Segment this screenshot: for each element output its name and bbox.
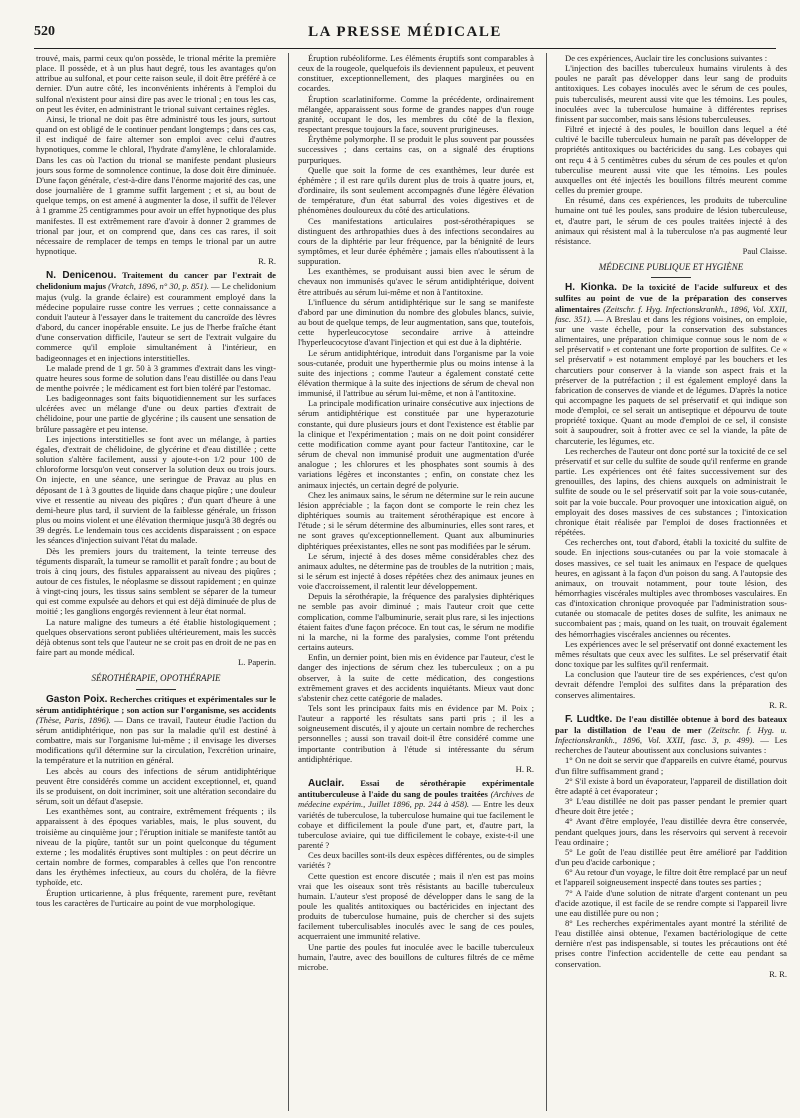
article-title: Recherches critiques et expérimentales sur le sérum antidiphtérique ; son action sur l'organisme, ses accidents bbox=[36, 693, 276, 715]
paragraph: — Dans ce travail, l'auteur étudie l'action du sérum antidiphtérique, non pas sur la maladie qu'il est destiné à combattre, mais sur l'organisme lui-même ; il envisage les diverses modifications qu'il détermine sur la circulation, l'excrétion urinaire, la température et la nutrition en général. bbox=[36, 714, 276, 766]
section-rule bbox=[136, 689, 176, 690]
column-2 bbox=[298, 53, 534, 1111]
column-1 bbox=[36, 53, 276, 1111]
paragraph: Tels sont les principaux faits mis en évidence par M. Poix ; l'auteur a rapporté les résultats sans parti pris ; il les a soigneusement discutés, il y ajoute un certain nombre de recherches personnelles ; aussi son travail doit-il être considéré comme une importante contribution à l'étude si intéressante du sérum antidiphtérique. bbox=[298, 703, 534, 764]
paragraph: Une partie des poules fut inoculée avec le bacille tuberculeux humain, l'autre, avec des bouillons de cultures filtrés de ce même microbe. bbox=[298, 941, 534, 972]
article-heading bbox=[298, 778, 534, 850]
paragraph: Depuis la sérothérapie, la fréquence des paralysies diphtériques ne semble pas avoir diminué ; mais l'auteur croit que cette complication, comme l'albuminurie, serait plus rare, si les injections étaient faites d'une façon précoce. En tout cas, le sérum ne modifie ni la marche, ni la forme des paralysies, comme l'ont prétendu certains auteurs. bbox=[298, 591, 534, 653]
signature: H. R. bbox=[515, 763, 534, 774]
paragraph: Les injections interstitielles se font avec un mélange, à parties égales, d'extrait de chélidoine, de glycérine et d'eau distillée ; cette solution s'altère facilement, aussi y ajoute-t-on 1/2 pour 100 de chloroforme lorsqu'on veut conserver la solution deux ou trois jours. On injecte, en une séance, une seringue de Pravaz au plus en déposant de 1 à 3 gouttes de liquide dans chaque piqûre ; une douleur vive et ressentie au niveau des piqûres ; d'un quart d'heure à une demi-heure plus tard, il survient de la faiblesse générale, un frisson plus ou moins violent et une élévation thermique jusqu'à 38 degrés ou 39 degrés. Le lendemain tous ces accidents disparaissent ; on espace les séances d'injection suivant l'état du malade. bbox=[36, 433, 276, 546]
paragraph: Ces deux bacilles sont-ils deux espèces différentes, ou de simples variétés ? bbox=[298, 850, 534, 871]
article-source: (Thèse, Paris, 1896). bbox=[36, 714, 111, 725]
paragraph: Le sérum, injecté à des doses même considérables chez des animaux adultes, ne détermine pas de troubles de la nutrition ; mais, si le sérum est injecté à doses répétées chez des animaux jeunes en voie d'accroissement, il ralentit leur développement. bbox=[298, 550, 534, 592]
article-source: (Archives de médecine expérim., Juillet 1896, pp. 244 à 458). bbox=[298, 789, 534, 810]
paragraph: L'injection des bacilles tuberculeux humains virulents à des poules ne paraît pas développer dans leur sang de produits antitoxiques. Les cobayes inoculés avec le sérum de ces poules, puis tuberculisés, meurent aussi vite que les témoins. Les poules, inoculées avec la tuberculose humaine à différentes reprises finissent par succomber, mais sans lésions tuberculeuses. bbox=[555, 63, 787, 124]
signature: Paul Claisse. bbox=[742, 245, 787, 256]
paragraph: Éruption urticarienne, à plus fréquente, rarement pure, revêtant tous les caractères de l'urticaire au point de vue morphologique. bbox=[36, 887, 276, 908]
page-header bbox=[34, 24, 776, 44]
paragraph: 4° Avant d'être employée, l'eau distillée devra être conservée, pendant quelques jours, dans les réservoirs qui servent à recevoir l'eau ordinaire ; bbox=[555, 816, 787, 847]
signature: R. R. bbox=[258, 256, 276, 267]
paragraph: Filtré et injecté à des poules, le bouillon dans lequel a été cultivé le bacille tuberculeux humain ne paraît pas développer de propriétés antitoxiques ou bactéricides du sang. Les cobayes qui ont reçu 4 à 5 centimètres cubes du sérum de ces poules et qu'on tuberculise meurent aussi vite que les témoins. Les poules auxquelles ont été injectés les bouillons filtrés meurent comme celles du premier groupe. bbox=[555, 124, 787, 196]
paragraph: Éruption scarlatiniforme. Comme la précédente, ordinairement mélangée, apparaissent sous forme de grandes nappes d'un rouge granité, occupant le dos, les membres du côté de la flexion, respectant presque toujours la face, souvent prurigineuses. bbox=[298, 93, 534, 135]
paragraph: De ces expériences, Auclair tire les conclusions suivantes : bbox=[565, 53, 768, 63]
article-title: Traitement du cancer par l'extrait de chelidonium majus bbox=[36, 270, 276, 292]
article-title: De la toxicité de l'acide sulfureux et des sulfites au point de vue de la préparation des conserves alimentaires bbox=[555, 282, 787, 314]
paragraph: Enfin, un dernier point, bien mis en évidence par l'auteur, c'est le danger des injections de sérum chez les tuberculeux ; on a pu observer, à la suite de cette médication, des congestions extrêmement graves et des accidents inquiétants. Mieux vaut donc s'abstenir chez cette catégorie de malades. bbox=[298, 652, 534, 703]
section-rule bbox=[651, 277, 691, 278]
paragraph: 1° On ne doit se servir que d'appareils en cuivre étamé, pourvus d'un filtre suffisamment grand ; bbox=[555, 755, 787, 776]
paragraph: La principale modification urinaire consécutive aux injections de sérum antidiphtérique est constituée par une hyperazoturie constante, qui dure plusieurs jours et dont l'existence est établie par la clinique et l'expérimentation ; mais on ne doit point considérer cette modification comme ayant pour facteur l'antitoxine, car le sérum de cheval non immunisé produit une augmentation d'urée analogue ; les chlorures et les phosphates sont soumis à des variations légères et inconstantes ; enfin, on constate chez les animaux injectés, un certain degré de polyurie. bbox=[298, 398, 534, 490]
paragraph: 8° Les recherches expérimentales ayant montré la stérilité de l'eau distillée ainsi obtenue, l'examen bactériologique de cette dernière n'est pas indispensable, si toutes les précautions ont été prises contre l'infection accidentelle de cette eau pendant sa conservation. bbox=[555, 917, 787, 969]
article-heading bbox=[36, 270, 276, 362]
paragraph: — Entre les deux variétés de tuberculose, la tuberculose humaine qui tue facilement le cobaye et difficilement la poule d'une part, et, d'autre part, la tuberculose aviaire, qui tue difficilement le cobaye, existe-t-il une parenté ? bbox=[298, 799, 534, 851]
paragraph: Ces manifestations articulaires post-sérothérapiques se distinguent des arthropathies dues à des infections secondaires au cours de la diphtérie par leur fréquence, par la bénignité de leurs symptômes, et leur durée éphémère ; jamais elles n'aboutissent à la suppuration. bbox=[298, 215, 534, 267]
paragraph: Ces recherches ont, tout d'abord, établi la toxicité du sulfite de soude. En injections sous-cutanées ou par la voie stomacale à doses massives, ce sel tuait les animaux en l'espace de quelques heures, en agissant à la façon d'un poison du sang. A l'autopsie des animaux, on trouvait notamment, pour toute lésion, des hémorrhagies viscérales multiples avec thromboses vasculaires. En cas d'intoxication chronique provoquée par l'administration sous-cutanée ou stomacale de petites doses de sulfite, les animaux ne succombaient pas ; mais, quand on les tuait, on trouvait également des hémorrhagies viscérales anciennes ou récentes. bbox=[555, 537, 787, 639]
paragraph: Les expériences avec le sel préservatif ont donné exactement les mêmes résultats que ceux avec les sulfites. Le sel préservatif était donc toxique par les sulfites qu'il renfermait. bbox=[555, 638, 787, 670]
paragraph: La nature maligne des tumeurs a été établie histologiquement ; quelques observations seront publiées ultérieurement, mais les succès déjà obtenus sont tels que l'auteur ne se croit pas en droit de ne pas en faire part au monde médical. bbox=[36, 616, 276, 658]
paragraph: Le malade prend de 1 gr. 50 à 3 grammes d'extrait dans les vingt-quatre heures sous forme de solution dans l'eau distillée ou dans l'eau de menthe poivrée ; le médicament est fort bien toléré par l'estomac. bbox=[36, 362, 276, 393]
article-author: Auclair. bbox=[308, 778, 345, 790]
paragraph: 5° Le goût de l'eau distillée peut être amélioré par l'addition d'un peu d'acide carbonique ; bbox=[555, 846, 787, 868]
paragraph: Les exanthèmes, se produisant aussi bien avec le sérum de chevaux non immunisés qu'avec le sérum antidiphtérique, doivent être attribués au sérum lui-même et non à l'antitoxine. bbox=[298, 266, 534, 297]
paragraph: Chez les animaux sains, le sérum ne détermine sur le rein aucune lésion appréciable ; la façon dont se comporte le rein chez les diphtériques soumis au traitement sérothérapique est encore à l'étude ; si le sérum détermine des albuminuries, elles sont rares, et ne sont graves qu'exceptionnellement. Quant aux albuminuries diphtériques préexistantes, elles ne sont pas modifiées par le sérum. bbox=[298, 489, 534, 551]
paragraph: — Les recherches de l'auteur aboutissent aux conclusions suivantes : bbox=[555, 735, 787, 756]
signature: L. Paperin. bbox=[238, 657, 276, 668]
paragraph: L'influence du sérum antidiphtérique sur le sang se manifeste d'abord par une diminution du nombre des globules blancs, suivie, au bout de quelque temps, de leur augmentation, sans que, toutefois, cette hyperleucocytose secondaire arrive à atteindre l'hyperleucocytose d'avant l'injection et qui est due à la diphtérie. bbox=[298, 296, 534, 348]
paragraph: Dès les premiers jours du traitement, la teinte terreuse des téguments disparaît, la tumeur se ramollit et paraît fondre ; au bout de trois à cinq jours, des fistules apparaissent au niveau des piqûres ; autour de ces fistules, le néoplasme se dissout rapidement ; en quinze à vingt-cinq jours, les tissus sains semblent se séparer de la tumeur qui est comme expulsée au dehors et qui est déjà diminuée de plus de moitié ; les ganglions engorgés reviennent à leur état normal. bbox=[36, 545, 276, 617]
article-heading bbox=[555, 714, 787, 756]
paragraph: Les badigeonnages sont faits biquotidiennement sur les surfaces ulcérées avec un mélange d'une ou deux parties d'extrait de chélidoine, pour une partie de glycérine ; ils causent une sensation de brûlure passagère et peu intense. bbox=[36, 393, 276, 434]
paragraph: En résumé, dans ces expériences, les produits de tuberculine humaine ont tué les poules, sans produire de lésion tuberculeuse, et, d'autre part, le sérum de ces poules traitées injecté à des animaux qui résistent mal à la tuberculose n'a pas augmenté leur résistance. bbox=[555, 195, 787, 246]
paragraph: Les exanthèmes sont, au contraire, extrêmement fréquents ; ils apparaissent à des époques variables, mais, le plus souvent, du troisième au cinquième jour ; l'éruption initiale se manifeste tantôt au niveau de la piqûre, tantôt sur un point quelconque du tégument externe ; les modalités éruptives sont multiples : on peut décrire un certain nombre de formes, comparables à celles que l'on rencontre dans les érythèmes infectieux, au cours du choléra, de la fièvre typhoïde, etc. bbox=[36, 806, 276, 888]
article-title: Essai de sérothérapie expérimentale antituberculeuse à l'aide du sang de poules traitées bbox=[298, 778, 534, 800]
paragraph: 2° S'il existe à bord un évaporateur, l'appareil de distillation doit être adapté à cet évaporateur ; bbox=[555, 775, 787, 796]
paragraph: 3° L'eau distillée ne doit pas passer pendant le premier quart d'heure doit être jetée ; bbox=[555, 796, 787, 817]
signature: R. R. bbox=[769, 968, 787, 979]
paragraph: Les recherches de l'auteur ont donc porté sur la toxicité de ce sel préservatif et sur celle du sulfite de soude qu'il renferme en grande partie. Les expériences ont été faites successivement sur des grenouilles, des lapins, des chiens auxquels on administrait le sulfite de soude ou le sel préservatif soit par la voie sous-cutanée, soit par la voie buccale. Pour provoquer une intoxication aiguë, on employait des doses massives de ces substances ; l'intoxication chronique était réalisée par l'emploi de doses fractionnées et répétées. bbox=[555, 445, 787, 538]
journal-title: LA PRESSE MÉDICALE bbox=[308, 24, 502, 40]
column-separator bbox=[288, 53, 289, 1111]
article-author: H. Kionka. bbox=[565, 282, 617, 294]
article-author: N. Denicenou. bbox=[46, 270, 117, 282]
paragraph: Le sérum antidiphtérique, introduit dans l'organisme par la voie sous-cutanée, produit une hyperthermie plus ou moins intense à la suite des injections ; comme l'auteur a également constaté cette élévation thermique à la suite des injections de sérum de cheval non immunisé, il l'attribue au sérum lui-même, et non à l'antitoxine. bbox=[298, 347, 534, 399]
article-source: (Zeitschr. f. Hyg. u. Infectionskrankh., 1896, Vol. XXII, fasc. 3, p. 499). bbox=[555, 725, 787, 746]
paragraph: Ainsi, le trional ne doit pas être administré tous les jours, surtout quand on est obligé de le continuer pendant longtemps ; dans ces cas, il est indiqué de faire alterner son emploi avec celui d'autres hypnotiques, comme le chloral, l'hydrate d'amylène, le chloralamide. Dans les cas où l'action du trional se manifeste pendant plusieurs jours sous forme de somnolence continue, la dose doit être diminuée. D'une façon générale, c'est-à-dire dans l'énorme majorité des cas, une dose journalière de 1 gramme suffit largement ; et si, au bout de quelque temps, on est amené à augmenter la dose, il suffit de l'élever à 1 gramme 25 centigrammes pour avoir un effet hypnotique des plus manifestes. Il est extrêmement rare d'avoir à donner 2 grammes de trional par jour, et on comprend que, dans ces cas rares, il soit nécessaire de remplacer de temps en temps le trional par un autre hypnotique. bbox=[36, 113, 276, 256]
article-source: (Vratch, 1896, n° 30, p. 851). bbox=[108, 281, 209, 292]
column-separator bbox=[546, 53, 547, 1111]
article-source: (Zeitschr. f. Hyg. Infectionskrankh., 1896, Vol. XXII, fasc. 351). bbox=[555, 303, 787, 324]
page-number: 520 bbox=[34, 24, 55, 39]
column-3 bbox=[555, 53, 787, 1111]
paragraph: Érythème polymorphe. Il se produit le plus souvent par poussées successives ; dans certains cas, on a signalé des éruptions purpuriques. bbox=[298, 134, 534, 165]
section-title: MÉDECINE PUBLIQUE ET HYGIÈNE bbox=[598, 262, 744, 273]
article-heading bbox=[36, 694, 276, 766]
paragraph: Quelle que soit la forme de ces exanthèmes, leur durée est éphémère ; il est rare qu'ils durent plus de trois à quatre jours, et, d'ordinaire, ils sont seulement accompagnés d'une légère élévation de température, d'un état saburral des voies digestives et de phénomènes douloureux du côté des articulations. bbox=[298, 164, 534, 216]
paragraph: — A Breslau et dans les régions voisines, on emploie, sur une vaste échelle, pour la conservation des substances alimentaires, une préparation chimique connue sous le nom de « sel préservatif » et contenant une forte proportion de sulfites. Ce « sel préservatif » est notamment employé par les bouchers et les charcutiers pour conserver à la viande son aspect frais et la préserver de la putréfaction ; il est également employé dans la fabrication de conserves de viande et de légumes. D'après la notice qui accompagne les paquets de sel préservatif et qui indique son mode d'emploi, ce sel serait un antiseptique et dépourvu de toute propriété toxique. Quant au mode d'emploi de ce sel, il consiste soit à saupoudrer, soit à frotter avec ce sel la viande, la pâte de charcuterie, les légumes, etc. bbox=[555, 313, 787, 446]
section-title: SÉROTHÉRAPIE, OPOTHÉRAPIE bbox=[91, 673, 221, 684]
paragraph: Cette question est encore discutée ; mais il n'en est pas moins vrai que les oiseaux sont très résistants au bacille tuberculeux humain. L'auteur s'est proposé de développer dans le sang de la poule les qualités antitoxiques ou bactéricides en injectant des produits de tuberculose humaine, puis de chercher si des sujets facilement tuberculisables inoculés avec le sang de ces poules, acquerraient une immunité relative. bbox=[298, 870, 534, 942]
article-author: Gaston Poix. bbox=[46, 693, 108, 705]
header-rule bbox=[34, 48, 776, 49]
paragraph: — Le chelidonium majus (vulg. la grande éclaire) est couramment employé dans la médecine populaire russe contre les verrues ; cette connaissance a conduit l'auteur à l'essayer dans le traitement du cancroïde des lèvres d'abord, du cancer inopérable ensuite. Le jus de l'herbe fraîche étant d'une conservation difficile, l'auteur se sert de l'extrait vulgaire du commerce qu'il emploie simultanément à l'intérieur, en badigeonnages et en injections interstitielles. bbox=[36, 281, 276, 363]
article-title: De l'eau distillée obtenue à bord des bateaux par la distillation de l'eau de mer bbox=[555, 713, 787, 735]
paragraph: Éruption rubéoliforme. Les éléments éruptifs sont comparables à ceux de la rougeole, quelquefois ils deviennent papuleux, et peuvent constituer, exceptionnellement, des plaques marginées ou en cocardes. bbox=[298, 53, 534, 94]
paragraph: La conclusion que l'auteur tire de ses expériences, c'est qu'on devrait défendre l'emploi des sulfites dans la préparation des conserves alimentaires. bbox=[555, 669, 787, 700]
paragraph: trouvé, mais, parmi ceux qu'on possède, le trional mérite la première place. Il possède, et à un plus haut degré, tous les avantages qu'on attribue au sulfonal, et pour cette raison seule, il doit être préféré à ce dernier. D'un autre côté, les inconvénients inhérents à l'emploi du sulfonal n'existent pour ainsi dire pas avec le trional ; en tous les cas, on peut les éviter, en administrant le trional suivant certaines règles. bbox=[36, 53, 276, 114]
paragraph: 6° Au retour d'un voyage, le filtre doit être remplacé par un neuf et l'appareil soigneusement inspecté dans toutes ses parties ; bbox=[555, 867, 787, 888]
article-heading bbox=[555, 282, 787, 446]
signature: R. R. bbox=[769, 699, 787, 710]
paragraph: 7° A l'aide d'une solution de nitrate d'argent contenant un peu d'acide azotique, il est facile de se rendre compte si l'appareil livre une eau distillée pure ou non ; bbox=[555, 887, 787, 918]
article-author: F. Ludtke. bbox=[565, 713, 613, 725]
paragraph: Les abcès au cours des infections de sérum antidiphtérique peuvent être considérés comme un accident exceptionnel, et, quand ils se produisent, on doit incriminer, soit une altération secondaire du sérum, soit un défaut d'asepsie. bbox=[36, 765, 276, 807]
